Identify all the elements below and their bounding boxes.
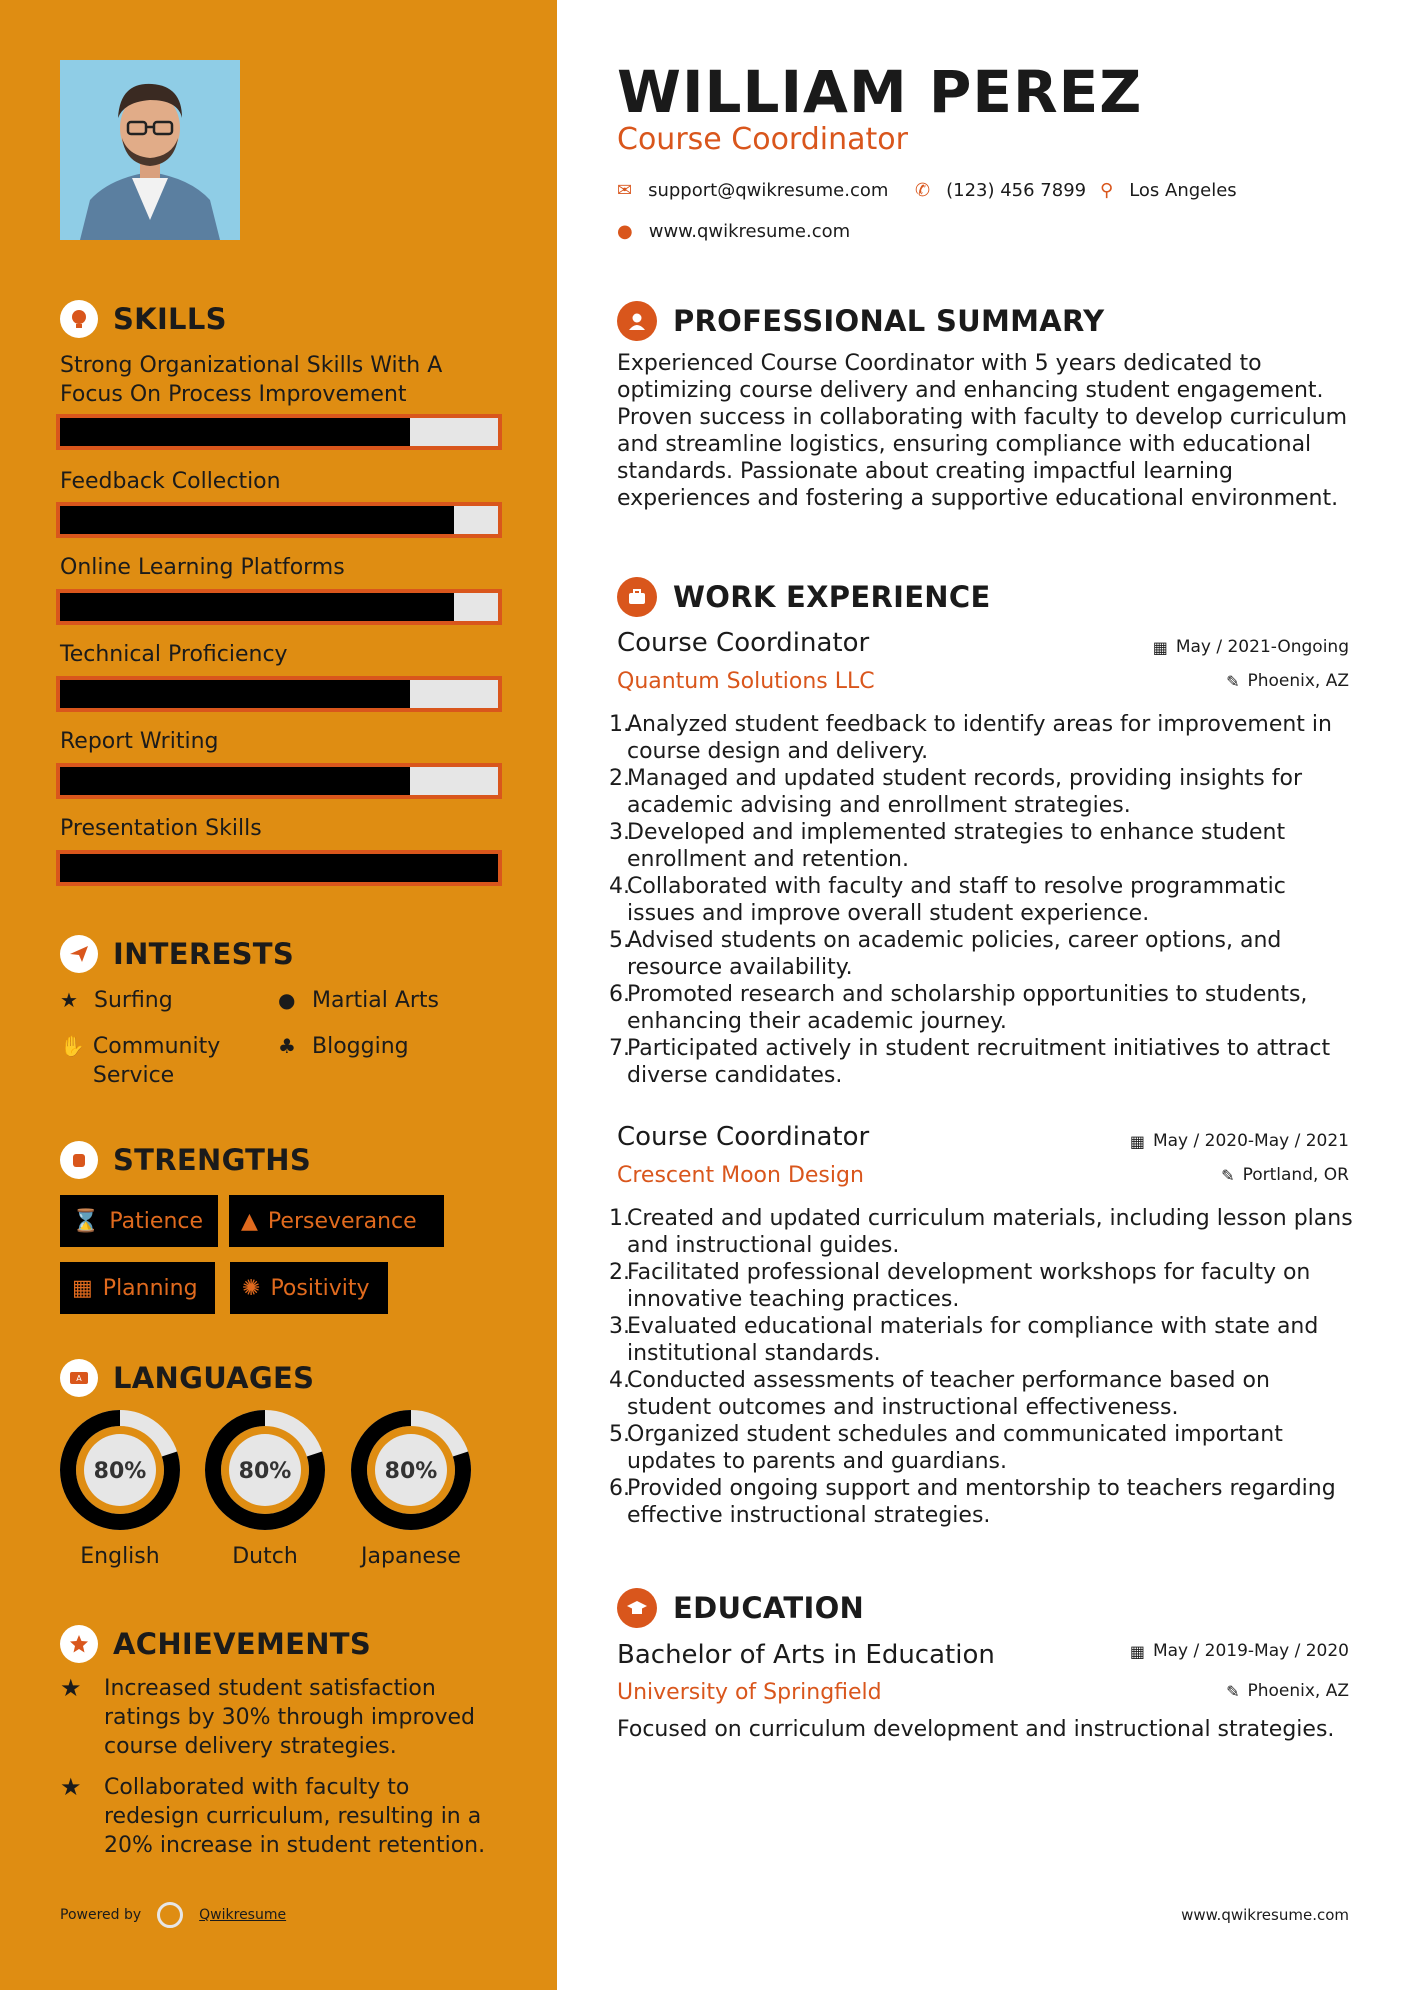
sidebar bbox=[0, 0, 557, 1990]
skill-label: Strong Organizational Skills With A Focus On Process Improvement bbox=[60, 353, 443, 407]
calendar-icon: ▦ bbox=[72, 1275, 93, 1301]
brand-link[interactable]: Qwikresume bbox=[199, 1907, 287, 1923]
language-percent: 80% bbox=[384, 1459, 438, 1484]
languages-title: LANGUAGES bbox=[113, 1361, 315, 1395]
job-bullets bbox=[609, 711, 1357, 1089]
candidate-role: Course Coordinator bbox=[617, 122, 908, 157]
contact-location bbox=[1100, 180, 1237, 201]
skill-bar-fill bbox=[60, 854, 498, 882]
interest-item bbox=[278, 1032, 409, 1061]
paper-plane-icon bbox=[60, 935, 98, 973]
strength-tag bbox=[60, 1195, 218, 1247]
sun-icon: ✺ bbox=[242, 1275, 261, 1301]
interest-item bbox=[60, 1032, 250, 1090]
contact-website[interactable] bbox=[617, 221, 850, 242]
skill-bar-fill bbox=[60, 418, 410, 446]
language-ring bbox=[58, 1408, 182, 1532]
language-percent: 80% bbox=[238, 1459, 292, 1484]
skills-header bbox=[60, 300, 227, 338]
star-icon: ★ bbox=[60, 1674, 82, 1702]
interests-title: INTERESTS bbox=[113, 937, 295, 971]
education-description: Focused on curriculum development and instructional strategies. bbox=[617, 1717, 1335, 1742]
map-marker-icon: ⚲ bbox=[1100, 180, 1114, 201]
list-item: 2. Managed and updated student records, providing insights for academic advising and enrollment strategies. bbox=[609, 766, 1302, 818]
school-name: University of Springfield bbox=[617, 1680, 882, 1705]
education-location bbox=[1226, 1681, 1349, 1701]
users-icon: ♣ bbox=[278, 1034, 296, 1058]
strength-label: Planning bbox=[102, 1275, 198, 1301]
company-name: Quantum Solutions LLC bbox=[617, 669, 875, 694]
skill-bar-fill bbox=[60, 680, 410, 708]
experience-header bbox=[617, 577, 991, 617]
skills-title: SKILLS bbox=[113, 302, 227, 336]
strength-tag bbox=[60, 1262, 215, 1314]
skill-bar-fill bbox=[60, 767, 410, 795]
website-text: www.qwikresume.com bbox=[648, 221, 851, 242]
list-item: 5. Advised students on academic policies, career options, and resource availability. bbox=[609, 928, 1282, 980]
skill-bar-fill bbox=[60, 593, 454, 621]
pin-icon: ✎ bbox=[1226, 1681, 1240, 1701]
location-text: Los Angeles bbox=[1129, 180, 1237, 201]
language-name: Japanese bbox=[361, 1544, 461, 1569]
language-ring bbox=[203, 1408, 327, 1532]
skill-bar bbox=[56, 676, 502, 712]
list-item: 4. Collaborated with faculty and staff to resolve programmatic issues and improve overall student experience. bbox=[609, 874, 1286, 926]
job-dates bbox=[1130, 1131, 1349, 1151]
experience-title: WORK EXPERIENCE bbox=[673, 580, 991, 614]
lightbulb-icon bbox=[60, 300, 98, 338]
list-item: 7. Participated actively in student recruitment initiatives to attract diverse candidates. bbox=[609, 1036, 1331, 1088]
skill-bar bbox=[56, 414, 502, 450]
language-icon bbox=[60, 1359, 98, 1397]
education-title: EDUCATION bbox=[673, 1591, 865, 1625]
list-item: 6. Promoted research and scholarship opportunities to students, enhancing their academic journey. bbox=[609, 982, 1308, 1034]
fist-icon bbox=[60, 1141, 98, 1179]
phone-text: (123) 456 7899 bbox=[946, 180, 1087, 201]
achievement-item bbox=[60, 1773, 500, 1860]
language-name: Dutch bbox=[232, 1544, 298, 1569]
list-item: 6. Provided ongoing support and mentorship to teachers regarding effective instructional strategies. bbox=[609, 1476, 1336, 1528]
hourglass-icon: ⌛ bbox=[72, 1208, 100, 1234]
skill-bar bbox=[56, 589, 502, 625]
location-text: Phoenix, AZ bbox=[1247, 671, 1349, 691]
contact-email[interactable] bbox=[617, 180, 888, 201]
star-icon: ★ bbox=[60, 988, 78, 1012]
strength-label: Positivity bbox=[270, 1275, 370, 1301]
list-item: 1. Created and updated curriculum materials, including lesson plans and instructional guides. bbox=[609, 1206, 1353, 1258]
skill-bar bbox=[56, 850, 502, 886]
dates-text: May / 2020-May / 2021 bbox=[1152, 1131, 1349, 1151]
footer-url[interactable]: www.qwikresume.com bbox=[1181, 1906, 1349, 1924]
list-item: 3. Evaluated educational materials for compliance with state and institutional standards. bbox=[609, 1314, 1319, 1366]
skill-label: Technical Proficiency bbox=[60, 642, 288, 667]
strength-label: Perseverance bbox=[267, 1208, 417, 1234]
list-item: 4. Conducted assessments of teacher performance based on student outcomes and instructional effectiveness. bbox=[609, 1368, 1270, 1420]
strengths-title: STRENGTHS bbox=[113, 1143, 312, 1177]
degree-title: Bachelor of Arts in Education bbox=[617, 1640, 995, 1670]
job-location bbox=[1226, 671, 1349, 691]
user-icon bbox=[617, 301, 657, 341]
location-text: Portland, OR bbox=[1242, 1165, 1349, 1185]
trophy-star-icon bbox=[60, 1625, 98, 1663]
language-name: English bbox=[80, 1544, 160, 1569]
education-dates bbox=[1130, 1641, 1349, 1661]
skill-label: Feedback Collection bbox=[60, 469, 281, 494]
location-text: Phoenix, AZ bbox=[1247, 1681, 1349, 1701]
calendar-icon: ▦ bbox=[1129, 1131, 1145, 1151]
interest-label: Martial Arts bbox=[312, 988, 440, 1013]
phone-icon: ✆ bbox=[915, 180, 931, 201]
achievement-text: Collaborated with faculty to redesign curriculum, resulting in a 20% increase in student retention. bbox=[104, 1775, 486, 1858]
achievement-item bbox=[60, 1674, 500, 1761]
list-item: 3. Developed and implemented strategies to enhance student enrollment and retention. bbox=[609, 820, 1286, 872]
powered-by bbox=[60, 1902, 286, 1928]
interest-item bbox=[60, 986, 173, 1015]
language-ring bbox=[349, 1408, 473, 1532]
achievements-title: ACHIEVEMENTS bbox=[113, 1627, 372, 1661]
graduation-icon bbox=[617, 1588, 657, 1628]
language-percent: 80% bbox=[93, 1459, 147, 1484]
job-bullets bbox=[609, 1205, 1357, 1529]
interest-label: Community Service bbox=[92, 1034, 221, 1088]
candidate-name: WILLIAM PEREZ bbox=[617, 58, 1143, 126]
list-item: 5. Organized student schedules and communicated important updates to parents and guardians. bbox=[609, 1422, 1283, 1474]
email-text: support@qwikresume.com bbox=[648, 180, 889, 201]
svg-text:A: A bbox=[76, 1374, 82, 1383]
list-item: 1. Analyzed student feedback to identify areas for improvement in course design and delivery. bbox=[609, 712, 1332, 764]
interest-item bbox=[278, 986, 439, 1015]
strength-tag bbox=[230, 1262, 388, 1314]
job-dates bbox=[1153, 637, 1349, 657]
interest-label: Blogging bbox=[312, 1034, 409, 1059]
dates-text: May / 2021-Ongoing bbox=[1175, 637, 1349, 657]
skill-label: Online Learning Platforms bbox=[60, 555, 345, 580]
education-header bbox=[617, 1588, 864, 1628]
skill-bar bbox=[56, 502, 502, 538]
powered-by-label: Powered by bbox=[60, 1907, 142, 1923]
calendar-icon: ▦ bbox=[1152, 637, 1168, 657]
strength-tag bbox=[229, 1195, 444, 1247]
list-item: 2. Facilitated professional development workshops for faculty on innovative teaching practices. bbox=[609, 1260, 1311, 1312]
qwikresume-logo-icon bbox=[157, 1902, 183, 1928]
skill-bar-fill bbox=[60, 506, 454, 534]
skill-label: Report Writing bbox=[60, 729, 219, 754]
globe-icon: ● bbox=[617, 221, 633, 242]
strengths-header bbox=[60, 1141, 311, 1179]
pin-icon: ✎ bbox=[1221, 1165, 1235, 1185]
envelope-icon: ✉ bbox=[617, 180, 633, 201]
job-title: Course Coordinator bbox=[617, 628, 870, 658]
interests-header bbox=[60, 935, 294, 973]
skill-bar bbox=[56, 763, 502, 799]
company-name: Crescent Moon Design bbox=[617, 1163, 864, 1188]
strength-label: Patience bbox=[109, 1208, 204, 1234]
pin-icon: ✎ bbox=[1226, 671, 1240, 691]
contact-phone[interactable] bbox=[915, 180, 1086, 201]
languages-header bbox=[60, 1359, 314, 1397]
job-location bbox=[1221, 1165, 1349, 1185]
summary-title: PROFESSIONAL SUMMARY bbox=[673, 304, 1105, 338]
calendar-icon: ▦ bbox=[1129, 1641, 1145, 1661]
star-icon: ★ bbox=[60, 1773, 82, 1801]
job-title: Course Coordinator bbox=[617, 1122, 870, 1152]
achievement-text: Increased student satisfaction ratings by 30% through improved course delivery strategies. bbox=[104, 1676, 475, 1759]
dates-text: May / 2019-May / 2020 bbox=[1152, 1641, 1349, 1661]
skill-label: Presentation Skills bbox=[60, 816, 262, 841]
road-icon: ▲ bbox=[241, 1208, 258, 1234]
briefcase-icon bbox=[617, 577, 657, 617]
interest-label: Surfing bbox=[94, 988, 173, 1013]
hand-icon: ✋ bbox=[60, 1034, 85, 1058]
profile-photo bbox=[60, 60, 240, 240]
globe-icon: ● bbox=[278, 988, 296, 1012]
summary-header bbox=[617, 301, 1104, 341]
achievements-header bbox=[60, 1625, 371, 1663]
summary-text: Experienced Course Coordinator with 5 years dedicated to optimizing course delivery and enhancing student engagement. Proven success in collaborating with faculty to develop curriculum and streamline logistics, ensuring compliance with educational standards. Passionate about creating impactful learning experiences and fostering a supportive educational environment. bbox=[617, 351, 1348, 511]
